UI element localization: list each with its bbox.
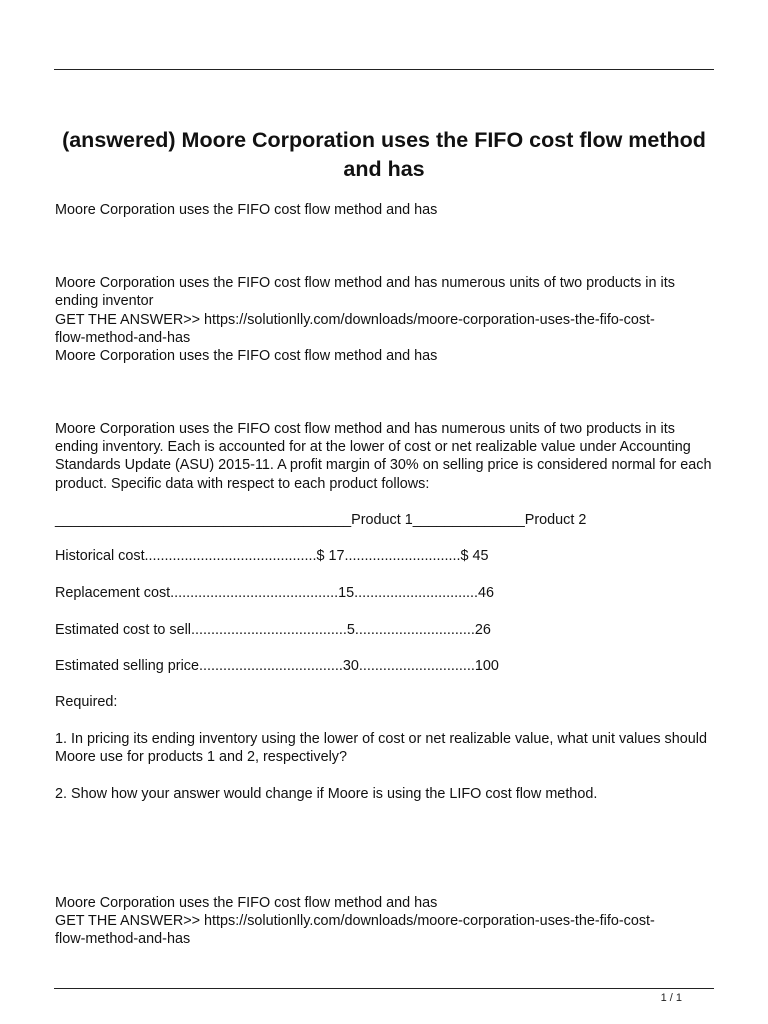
repeat-title-1: Moore Corporation uses the FIFO cost flow method and has — [55, 348, 438, 364]
replacement-cost-row: Replacement cost..........................................15...............................46 — [55, 585, 495, 601]
get-answer-link-2[interactable]: GET THE ANSWER>> https://solutionlly.com/downloads/moore-corporation-uses-the-fifo-cost- flow-method-and-has — [55, 913, 655, 948]
page-number: 1 / 1 — [660, 992, 682, 1004]
top-divider — [54, 69, 714, 70]
estimated-selling-price-row: Estimated selling price....................................30.............................100 — [55, 658, 499, 674]
repeat-title-2: Moore Corporation uses the FIFO cost flow method and has — [55, 895, 438, 911]
historical-cost-row: Historical cost...........................................$ 17.............................$ 45 — [55, 548, 489, 564]
subtitle: Moore Corporation uses the FIFO cost flow method and has — [55, 202, 438, 218]
document-title: (answered) Moore Corporation uses the FIFO cost flow method and has — [62, 128, 706, 181]
intro-paragraph: Moore Corporation uses the FIFO cost flow method and has numerous units of two products in its ending inventor — [55, 275, 675, 310]
question-1: 1. In pricing its ending inventory using the lower of cost or net realizable value, what unit values should Moore use for products 1 and 2, respectively? — [55, 731, 707, 766]
question-2: 2. Show how your answer would change if Moore is using the LIFO cost flow method. — [55, 786, 598, 802]
get-answer-link-1[interactable]: GET THE ANSWER>> https://solutionlly.com/downloads/moore-corporation-uses-the-fifo-cost- flow-method-and-has — [55, 312, 655, 347]
bottom-divider — [54, 988, 714, 989]
required-label: Required: — [55, 694, 118, 710]
estimated-cost-to-sell-row: Estimated cost to sell.......................................5..............................26 — [55, 622, 491, 638]
problem-paragraph: Moore Corporation uses the FIFO cost flow method and has numerous units of two products in its ending inventory. Each is accounted for at the lower of cost or net realizable value under Accounting Standards Update (ASU) 2015-11. A profit margin of 30% on selling price is considered normal for each product. Specific data with respect to each product follows: — [55, 421, 712, 492]
table-header-row: _____________________________________Product 1______________Product 2 — [55, 512, 587, 528]
